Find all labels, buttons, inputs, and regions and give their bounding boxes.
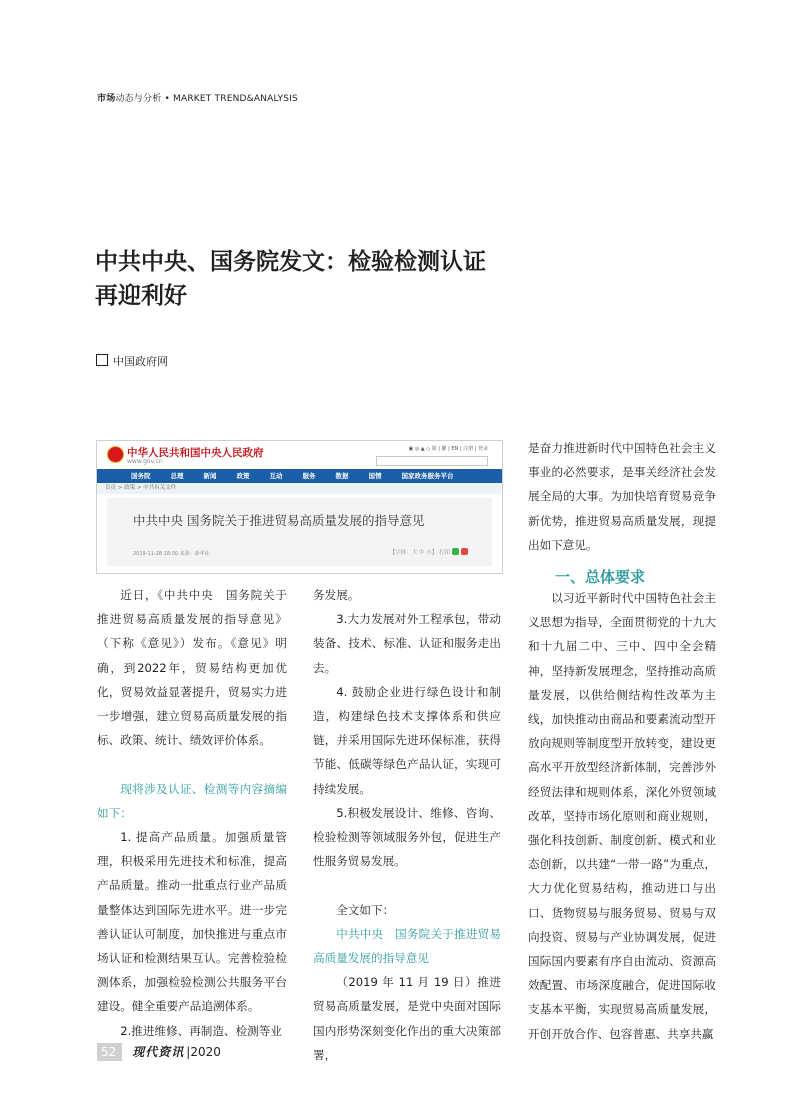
site-tools: ▣ ◎ ▲ ◇ 简 | 繁 | EN | 注册 | 登录 <box>408 446 488 452</box>
source-name: 中国政府网 <box>113 355 168 368</box>
paragraph: 2.推进维修、再制造、检测等业 <box>120 1023 282 1038</box>
site-nav <box>97 469 502 483</box>
column-1 <box>97 583 287 1043</box>
site-url: www.gov.cn <box>127 458 163 465</box>
site-breadcrumb: 首页 > 政策 > 中共有关文件 <box>97 483 502 494</box>
nav-item: 国情 <box>368 472 382 480</box>
column-3-top <box>528 436 716 557</box>
search-box <box>376 456 488 466</box>
nav-item: 服务 <box>302 472 316 480</box>
nav-item: 国务院 <box>131 472 151 480</box>
site-article-box <box>107 498 492 566</box>
column-2 <box>313 583 501 1067</box>
nav-item: 新闻 <box>203 472 217 480</box>
publication-name: 现代资讯 <box>132 1045 185 1059</box>
website-screenshot <box>96 440 503 574</box>
share-icon <box>461 548 468 555</box>
column-3-body <box>528 586 716 1046</box>
page-footer <box>97 1043 221 1061</box>
paragraph: 近日，《中共中央 国务院关于推进贸易高质量发展的指导意见》（下称《意见》）发布。《意见》明确，到2022年，贸易结构更加优化，贸易效益显著提升，贸易实力进一步增强，建立贸易高质量发展的指标、政策、统计、绩效评价体系。 <box>97 588 287 748</box>
site-share-bar <box>390 548 468 556</box>
paragraph: 务发展。 <box>313 588 360 602</box>
header-subtitle: 动态与分析 • MARKET TREND&ANALYSIS <box>115 94 298 104</box>
paragraph: 5.积极发展设计、维修、咨询、检验检测等领域服务外包，促进生产性服务贸易发展。 <box>313 805 501 869</box>
nav-item: 政策 <box>236 472 250 480</box>
site-article-meta: 2019-11-28 18:00 来源：新华社 <box>133 551 210 557</box>
section-heading: 一、总体要求 <box>555 568 646 586</box>
title-line-2: 再迎利好 <box>95 283 187 309</box>
issue-year: |2020 <box>186 1045 221 1059</box>
share-label: 【字体：大 中 小】 打印 <box>389 550 450 556</box>
paragraph: （2019 年 11 月 19 日）推进贸易高质量发展，是党中央面对国际国内形势深刻变化作出的重大决策部署， <box>313 975 501 1062</box>
nav-item: 总理 <box>170 472 184 480</box>
paragraph: 4. 鼓励企业进行绿色设计和制造，构建绿色技术支撑体系和供应链，并采用国际先进环保标准，获得节能、低碳等绿色产品认证，实现可持续发展。 <box>313 684 501 796</box>
site-article-title: 中共中央 国务院关于推进贸易高质量发展的指导意见 <box>133 513 425 528</box>
page-number: 52 <box>97 1043 122 1061</box>
wechat-icon <box>452 548 459 555</box>
checkbox-icon <box>96 354 108 366</box>
article-title <box>95 245 486 313</box>
national-emblem-icon <box>107 446 124 463</box>
paragraph: 以习近平新时代中国特色社会主义思想为指导，全面贯彻党的十九大和十九届二中、三中、四中全会精神，坚持新发展理念，坚持推动高质量发展，以供给侧结构性改革为主线，加快推动由商品和要素流动型开放向规则等制度型开放转变，建设更高水平开放型经济新体制，完善涉外经贸法律和规则体系，深化外贸领域改革，坚持市场化原则和商业规则，强化科技创新、制度创新、模式和业态创新，以共建“一带一路”为重点，大力优化贸易结构，推动进口与出口、货物贸易与服务贸易、贸易与双向投资、贸易与产业协调发展，促进国际国内要素有序自由流动、资源高效配置、市场深度融合，促进国际收支基本平衡，实现贸易高质量发展，开创开放合作、包容普惠、共享共赢 <box>528 591 716 1041</box>
paragraph: 3.大力发展对外工程承包，带动装备、技术、标准、认证和服务走出去。 <box>313 612 501 675</box>
paragraph: 1. 提高产品质量。加强质量管理，积极采用先进技术和标准，提高产品质量。推动一批重点行业产品质量整体达到国际先进水平。进一步完善认证认可制度，加快推进与重点市场认证和检测结果互认。完善检验检测体系，加强检验检测公共服务平台建设。健全重要产品追溯体系。 <box>97 830 287 1014</box>
source-line <box>96 354 168 369</box>
nav-item: 互动 <box>269 472 283 480</box>
site-header <box>97 441 502 469</box>
nav-item: 数据 <box>335 472 349 480</box>
header-section: 市场 <box>97 94 116 104</box>
nav-item: 国家政务服务平台 <box>401 472 454 480</box>
document-title: 中共中央 国务院关于推进贸易高质量发展的指导意见 <box>313 926 501 966</box>
running-header <box>97 91 298 104</box>
paragraph: 是奋力推进新时代中国特色社会主义事业的必然要求，是事关经济社会发展全局的大事。为加快培育贸易竞争新优势，推进贸易高质量发展，现提出如下意见。 <box>528 441 716 552</box>
site-title: 中华人民共和国中央人民政府 <box>127 447 264 459</box>
title-line-1: 中共中央、国务院发文：检验检测认证 <box>95 249 486 275</box>
excerpt-intro: 现将涉及认证、检测等内容摘编如下： <box>97 781 287 820</box>
paragraph: 全文如下： <box>336 902 395 917</box>
